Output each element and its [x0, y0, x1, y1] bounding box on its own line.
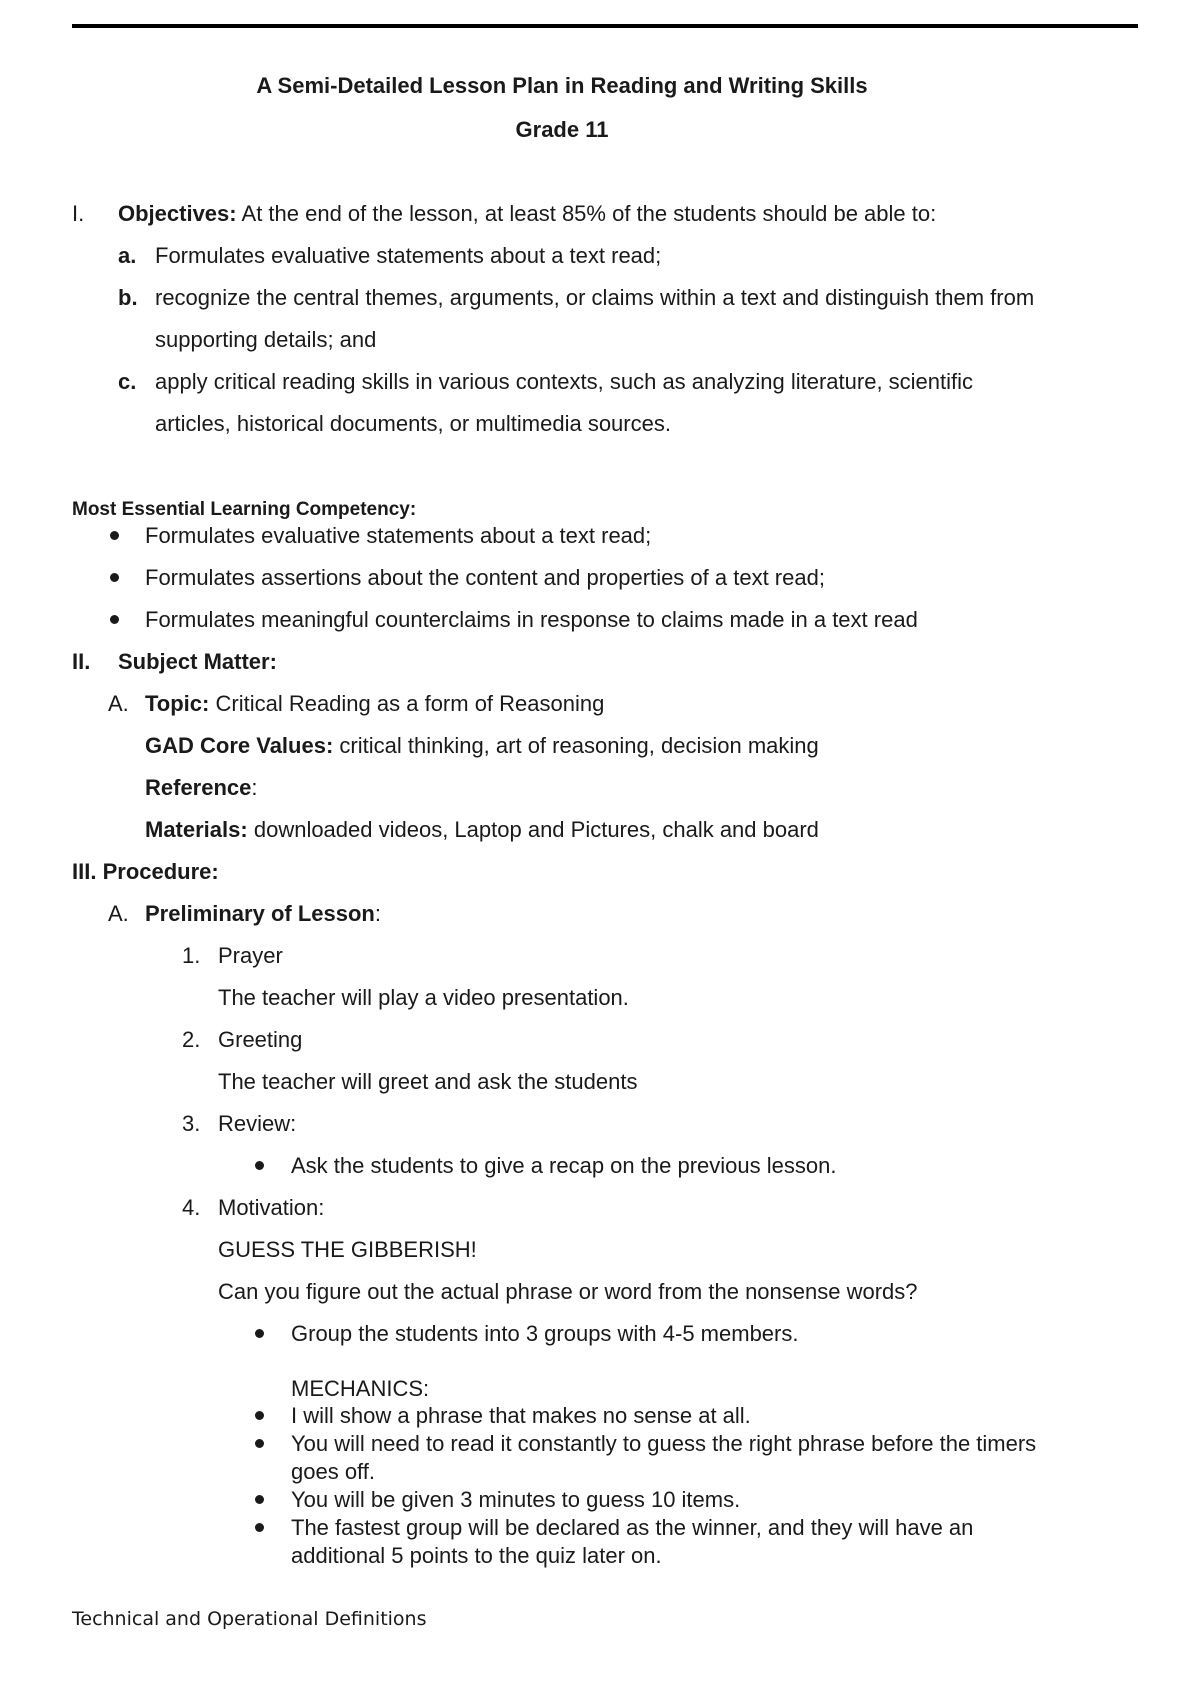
bullet-dot [255, 1495, 264, 1504]
step-title-review: Review: [218, 1111, 297, 1136]
section-numeral-3: III. [72, 859, 97, 884]
objectives-intro: At the end of the lesson, at least 85% of the students should be able to: [241, 201, 937, 226]
bullet-dot [255, 1161, 264, 1170]
bullet-dot [255, 1523, 264, 1532]
motivation-question: Can you figure out the actual phrase or word from the nonsense words? [218, 1279, 918, 1304]
document-title: A Semi-Detailed Lesson Plan in Reading and Writing Skills [256, 73, 868, 98]
step-detail-greeting: The teacher will greet and ask the students [218, 1069, 638, 1094]
motivation-activity-title: GUESS THE GIBBERISH! [218, 1237, 477, 1262]
bullet-dot [255, 1329, 264, 1338]
group-bullet: Group the students into 3 groups with 4-5 members. [291, 1321, 799, 1346]
prelim-line [145, 900, 381, 928]
step-title-greeting: Greeting [218, 1027, 303, 1052]
topic-letter: A. [108, 691, 129, 716]
gad-label: GAD Core Values: [145, 733, 334, 758]
gad-value: critical thinking, art of reasoning, decision making [339, 733, 819, 758]
step-number-2: 2. [182, 1027, 201, 1052]
competency-heading: Most Essential Learning Competency: [72, 499, 417, 520]
top-rule [72, 24, 1138, 28]
competency-item-1: Formulates evaluative statements about a text read; [145, 523, 652, 548]
mechanics-label: MECHANICS: [291, 1376, 430, 1401]
step-title-motivation: Motivation: [218, 1195, 325, 1220]
procedure-heading [72, 858, 219, 886]
bullet-dot [110, 573, 119, 582]
section-numeral-2: II. [72, 649, 91, 674]
competency-item-3: Formulates meaningful counterclaims in response to claims made in a text read [145, 607, 918, 632]
step-detail-prayer: The teacher will play a video presentation. [218, 985, 629, 1010]
step-number-4: 4. [182, 1195, 201, 1220]
objective-c-line-2: articles, historical documents, or multimedia sources. [155, 411, 671, 436]
bullet-dot [255, 1439, 264, 1448]
bullet-dot [110, 615, 119, 624]
objective-a-line-1: Formulates evaluative statements about a text read; [155, 243, 662, 268]
topic-label: Topic: [145, 691, 210, 716]
bullet-dot [255, 1411, 264, 1420]
review-bullet: Ask the students to give a recap on the previous lesson. [291, 1153, 837, 1178]
mechanic-4-line-2: additional 5 points to the quiz later on. [291, 1543, 662, 1568]
reference-colon: : [251, 775, 258, 800]
gad-line [145, 732, 819, 760]
prelim-letter: A. [108, 901, 129, 926]
reference-line [145, 774, 258, 802]
objective-letter-b: b. [118, 285, 138, 310]
objective-letter-a: a. [118, 243, 137, 268]
objective-b-line-1: recognize the central themes, arguments, or claims within a text and distinguish them from [155, 285, 1035, 310]
subject-matter-heading: Subject Matter: [118, 649, 277, 674]
prelim-colon: : [374, 901, 381, 926]
materials-label: Materials: [145, 817, 248, 842]
mechanic-3-line-1: You will be given 3 minutes to guess 10 items. [291, 1487, 741, 1512]
materials-value: downloaded videos, Laptop and Pictures, chalk and board [253, 817, 819, 842]
step-number-1: 1. [182, 943, 201, 968]
mechanic-1-line-1: I will show a phrase that makes no sense at all. [291, 1403, 751, 1428]
prelim-label: Preliminary of Lesson [145, 901, 375, 926]
mechanic-2-line-2: goes off. [291, 1459, 375, 1484]
objective-letter-c: c. [118, 369, 137, 394]
procedure-label: Procedure: [102, 859, 219, 884]
section-numeral-1: I. [72, 201, 85, 226]
reference-label: Reference [145, 775, 252, 800]
mechanic-4-line-1: The fastest group will be declared as the winner, and they will have an [291, 1515, 974, 1540]
footer-text: Technical and Operational Definitions [72, 1608, 427, 1630]
bullet-dot [110, 531, 119, 540]
objectives-label: Objectives: [118, 201, 237, 226]
mechanic-2-line-1: You will need to read it constantly to guess the right phrase before the timers [291, 1431, 1037, 1456]
materials-line [145, 816, 819, 844]
topic-value: Critical Reading as a form of Reasoning [215, 691, 605, 716]
step-number-3: 3. [182, 1111, 201, 1136]
topic-line [145, 690, 604, 718]
objective-b-line-2: supporting details; and [155, 327, 377, 352]
grade-level: Grade 11 [515, 117, 609, 142]
competency-item-2: Formulates assertions about the content and properties of a text read; [145, 565, 825, 590]
step-title-prayer: Prayer [218, 943, 283, 968]
objective-c-line-1: apply critical reading skills in various contexts, such as analyzing literature, scientific [155, 369, 974, 394]
objectives-line [118, 200, 936, 228]
